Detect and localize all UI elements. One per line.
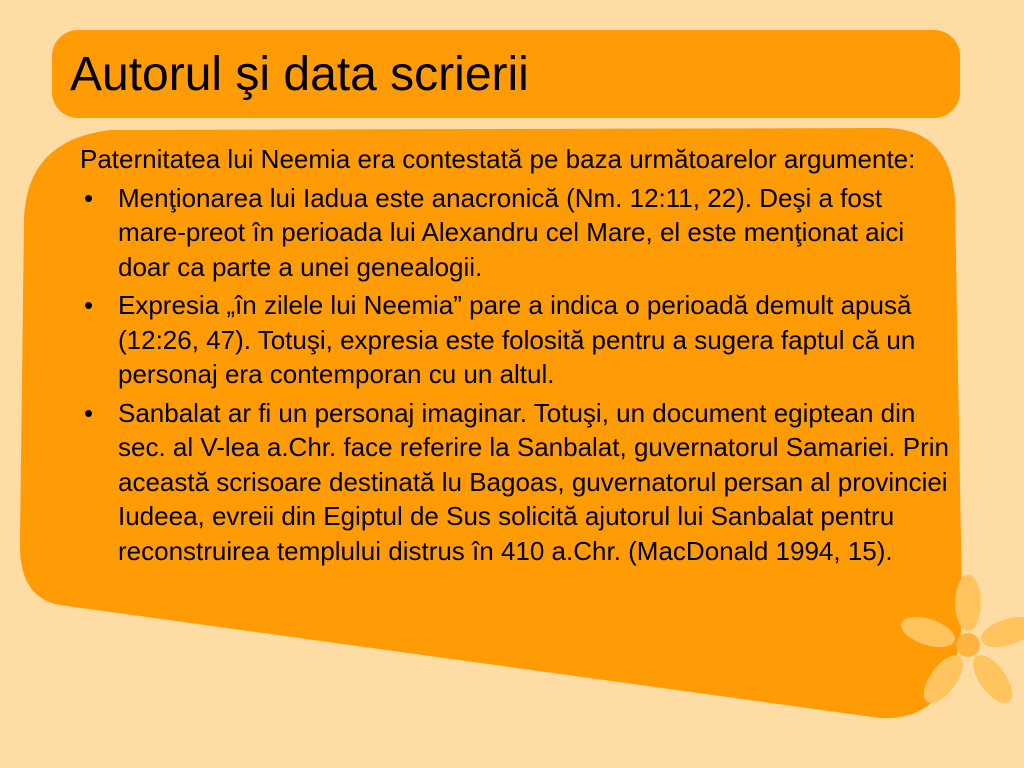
- slide-title: Autorul şi data scrierii: [70, 48, 529, 101]
- bullet-symbol: •: [84, 397, 94, 428]
- intro-paragraph: Paternitatea lui Neemia era contestată pe baza următoarelor argumente:: [80, 144, 916, 174]
- bullet-text: Menţionarea lui Iadua este anacronică (Nm. 12:11, 22). Deşi a fost mare-preot în perioada lui Alexandru cel Mare, el este menţionat aici doar ca parte a unei genealogii.: [118, 182, 905, 282]
- flower-petal: [977, 611, 1024, 653]
- bullet-text: Sanbalat ar fi un personaj imaginar. Totuşi, un document egiptean din sec. al V-lea a.Chr. face referire la Sanbalat, guvernatorul Samariei. Prin această scrisoare destinată lu Bagoas, guvernatorul persan al provinciei Iudeea, evreii din Egiptul de Sus solicită ajutorul lui Sanbalat pentru reconstruirea templului distrus în 410 a.Chr. (MacDonald 1994, 15).: [118, 397, 949, 566]
- slide-body: [80, 142, 950, 572]
- bullet-text: Expresia „în zilele lui Neemia” pare a indica o perioadă demult apusă (12:26, 47). Totuşi, expresia este folosită pentru a sugera faptul că un personaj era contemporan cu un altul.: [118, 290, 916, 389]
- bullet-item: [80, 181, 950, 285]
- bullet-item: [80, 396, 950, 569]
- flower-petal: [966, 649, 1020, 710]
- bullet-list: [80, 181, 950, 569]
- bullet-item: [80, 288, 950, 392]
- bullet-symbol: •: [84, 182, 94, 213]
- bullet-symbol: •: [84, 290, 94, 320]
- flower-center: [956, 633, 980, 657]
- flower-petal: [955, 575, 981, 631]
